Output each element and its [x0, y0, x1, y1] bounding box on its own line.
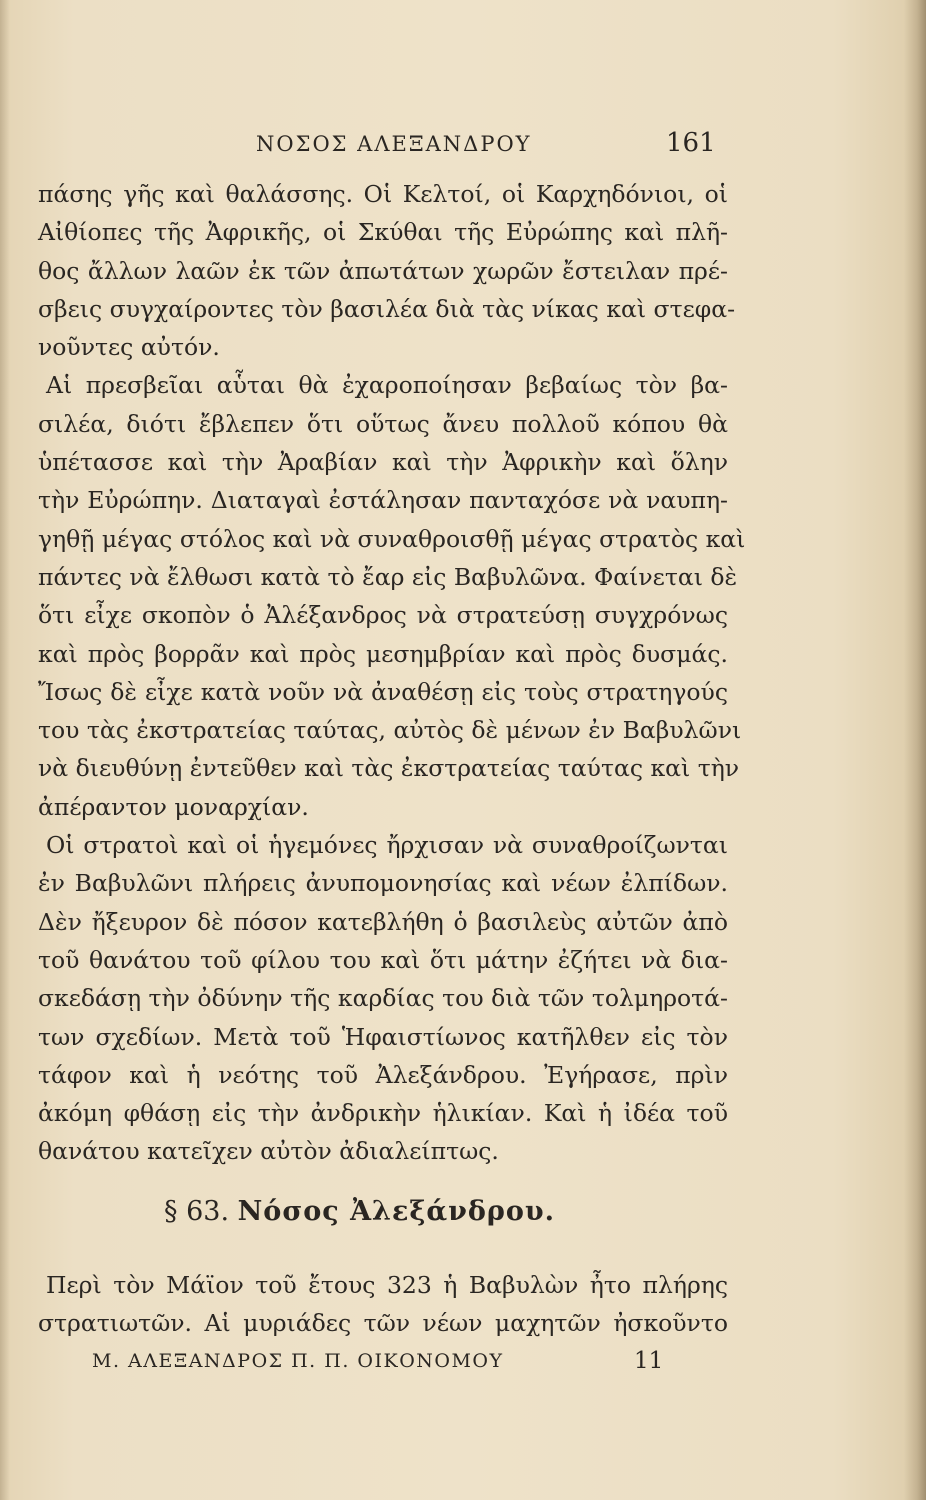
- text-line: σβεις συγχαίροντες τὸν βασιλέα διὰ τὰς νίκας καὶ στεφα-: [38, 294, 736, 323]
- text-line: πάντες νὰ ἔλθωσι κατὰ τὸ ἔαρ εἰς Βαβυλῶνα. Φαίνεται δὲ: [38, 562, 738, 591]
- text-line: ἀπέραντον μοναρχίαν.: [38, 792, 309, 821]
- text-line: γηθῇ μέγας στόλος καὶ νὰ συναθροισθῇ μέγας στρατὸς καὶ: [38, 524, 746, 553]
- text-line: νὰ διευθύνῃ ἐντεῦθεν καὶ τὰς ἐκστρατείας ταύτας καὶ τὴν: [38, 754, 740, 783]
- text-line: ἐν Βαβυλῶνι πλήρεις ἀνυπομονησίας καὶ νέων ἐλπίδων.: [38, 869, 728, 898]
- text-line: Δὲν ἤξευρον δὲ πόσον κατεβλήθη ὁ βασιλεὺς αὐτῶν ἀπὸ: [38, 907, 728, 936]
- page-header: [0, 128, 926, 168]
- section-number: § 63.: [164, 1196, 230, 1227]
- text-line: Αἱ πρεσβεῖαι αὗται θὰ ἐχαροποίησαν βεβαίως τὸν βα-: [46, 371, 728, 400]
- text-line: Περὶ τὸν Μάϊον τοῦ ἔτους 323 ἡ Βαβυλὼν ἦτο πλήρης: [46, 1271, 728, 1299]
- body-text: [38, 175, 746, 1171]
- text-line: σκεδάσῃ τὴν ὀδύνην τῆς καρδίας του διὰ τῶν τολμηροτά-: [38, 984, 728, 1013]
- text-line: σιλέα, διότι ἔβλεπεν ὅτι οὕτως ἄνευ πολλοῦ κόπου θὰ: [38, 409, 728, 438]
- text-line: ὅτι εἶχε σκοπὸν ὁ Ἀλέξανδρος νὰ στρατεύσῃ συγχρόνως: [38, 601, 728, 630]
- text-line: πάσης γῆς καὶ θαλάσσης. Οἱ Κελτοί, οἱ Καρχηδόνιοι, οἱ: [38, 180, 728, 208]
- text-line: τάφον καὶ ἡ νεότης τοῦ Ἀλεξάνδρου. Ἐγήρασε, πρὶν: [38, 1060, 728, 1089]
- section-title: [164, 1196, 555, 1227]
- page-left-edge: [0, 0, 10, 1500]
- text-line: καὶ πρὸς βορρᾶν καὶ πρὸς μεσημβρίαν καὶ πρὸς δυσμάς.: [38, 639, 728, 668]
- page-footer: [0, 1348, 926, 1378]
- printer-signature: Μ. ΑΛΕΞΑΝΔΡΟΣ Π. Π. ΟΙΚΟΝΟΜΟΥ: [92, 1350, 504, 1372]
- page-number: 161: [666, 128, 716, 158]
- text-line: ἀκόμη φθάσῃ εἰς τὴν ἀνδρικὴν ἡλικίαν. Καὶ ἡ ἰδέα τοῦ: [38, 1099, 728, 1128]
- text-line: στρατιωτῶν. Αἱ μυριάδες τῶν νέων μαχητῶν ἠσκοῦντο: [38, 1309, 728, 1338]
- text-line: θος ἄλλων λαῶν ἐκ τῶν ἀπωτάτων χωρῶν ἔστειλαν πρέ-: [38, 256, 728, 285]
- text-line: Αἰθίοπες τῆς Ἀφρικῆς, οἱ Σκύθαι τῆς Εὐρώπης καὶ πλῆ-: [38, 218, 728, 247]
- text-line: τοῦ θανάτου τοῦ φίλου του καὶ ὅτι μάτην ἐζήτει νὰ δια-: [38, 945, 728, 974]
- page-right-edge: [904, 0, 926, 1500]
- text-line: του τὰς ἐκστρατείας ταύτας, αὐτὸς δὲ μένων ἐν Βαβυλῶνι: [38, 716, 742, 745]
- section-name: Νόσος Ἀλεξάνδρου.: [237, 1196, 555, 1227]
- text-line: Οἱ στρατοὶ καὶ οἱ ἡγεμόνες ἤρχισαν νὰ συναθροίζωνται: [46, 831, 728, 860]
- text-line: ὑπέτασσε καὶ τὴν Ἀραβίαν καὶ τὴν Ἀφρικὴν καὶ ὅλην: [38, 448, 728, 477]
- text-line: των σχεδίων. Μετὰ τοῦ Ἡφαιστίωνος κατῆλθεν εἰς τὸν: [38, 1022, 728, 1051]
- section-heading: [0, 1196, 926, 1242]
- text-line: τὴν Εὐρώπην. Διαταγαὶ ἐστάλησαν πανταχόσε νὰ ναυπη-: [38, 486, 728, 515]
- text-line: θανάτου κατεῖχεν αὐτὸν ἀδιαλείπτως.: [38, 1137, 499, 1166]
- text-line: Ἴσως δὲ εἶχε κατὰ νοῦν νὰ ἀναθέσῃ εἰς τοὺς στρατηγούς: [38, 677, 728, 706]
- running-head: ΝΟΣΟΣ ΑΛΕΞΑΝΔΡΟΥ: [256, 132, 532, 156]
- text-line: νοῦντες αὐτόν.: [38, 333, 220, 362]
- sheet-number: 11: [634, 1348, 664, 1374]
- section-body-text: [38, 1266, 728, 1343]
